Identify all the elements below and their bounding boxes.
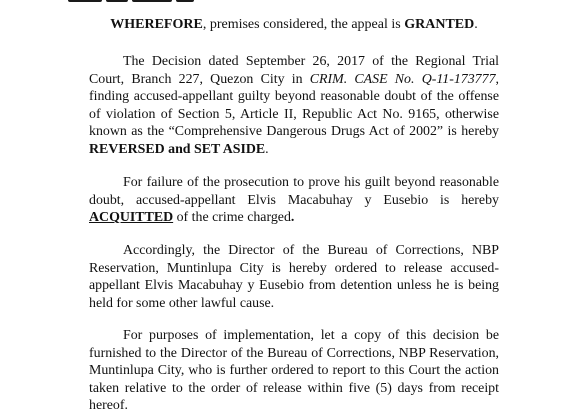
cut-off-text-fragment [68, 0, 198, 5]
cut-off-glyphs [68, 0, 102, 2]
reversed-phrase: REVERSED and SET ASIDE [89, 141, 266, 157]
wherefore-middle: , premises considered, the appeal is [202, 17, 405, 32]
paragraph1-part2: , finding accused-appellant guilty beyond reasonable doubt of the offense of violation of Section 5, Article II, Republic Act No. 9165, otherwise known as the “Comprehensive Dangerous Drugs Act of 2002” is hereby [89, 71, 499, 140]
acquitted-word: ACQUITTED [89, 210, 174, 226]
paragraph4-text: For purposes of implementation, let a copy of this decision be furnished to the Director of the Bureau of Corrections, NBP Reservation, Muntinlupa City, who is further ordered to report to this Court the action taken relative to the order of release within five (5) days from receipt hereof. [89, 328, 499, 414]
paragraph1-part1: The Decision dated September 26, 2017 of the Regional Trial Court, Branch 227, Quezon City in [89, 54, 499, 87]
paragraph3-text: Accordingly, the Director of the Bureau of Corrections, NBP Reservation, Muntinlupa City is hereby ordered to release accused-appellant Elvis Macabuhay y Eusebio from detention unless he is being held for some other lawful cause. [89, 243, 499, 311]
cut-off-glyphs [176, 0, 194, 2]
paragraph1-end: . [265, 141, 269, 157]
release-order-paragraph [89, 242, 499, 312]
cut-off-glyphs [106, 0, 128, 2]
cut-off-glyphs [132, 0, 172, 2]
granted-word: GRANTED [404, 17, 475, 32]
decision-reversal-paragraph [89, 53, 499, 159]
implementation-paragraph [89, 327, 499, 415]
acquittal-paragraph [89, 174, 499, 227]
paragraph2-end: . [290, 210, 295, 226]
case-number: CRIM. CASE No. Q-11-173777 [309, 71, 496, 87]
paragraph2-part1: For failure of the prosecution to prove his guilt beyond reasonable doubt, accused-appellant Elvis Macabuhay y Eusebio is hereby [89, 175, 499, 208]
paragraph2-part2: of the crime charged [173, 210, 291, 226]
wherefore-lead: WHEREFORE [110, 17, 203, 32]
wherefore-end: . [474, 17, 478, 32]
wherefore-clause [89, 16, 499, 34]
